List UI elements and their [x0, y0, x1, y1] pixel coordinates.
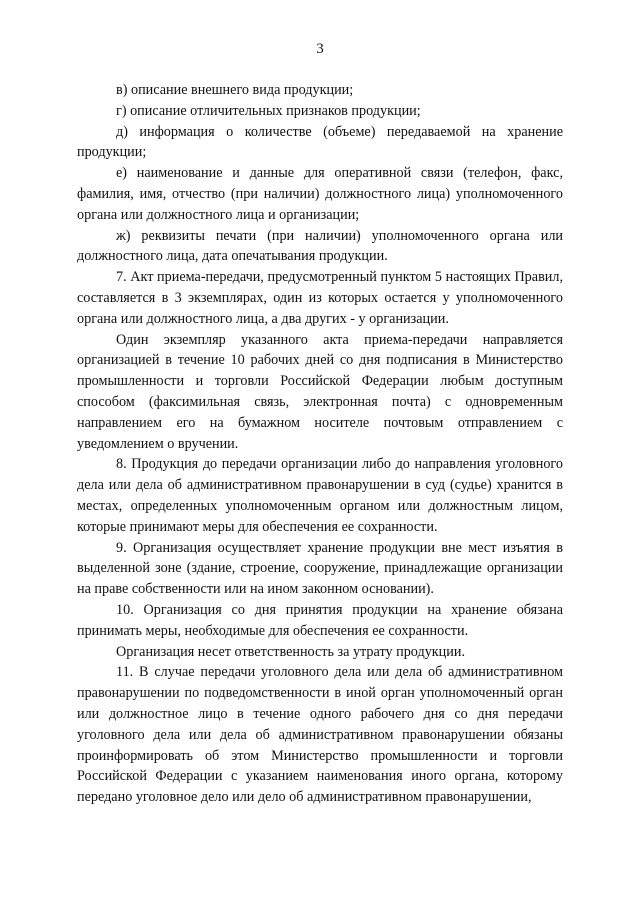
- paragraph-clause-7-copy: Один экземпляр указанного акта приема-передачи направляется организацией в течение 10 рабочих дней со дня подписания в Министерство промышленности и торговли Российской Федерации любым доступным способом (факсимильная связь, электронная почта) с одновременным направлением его на бумажном носителе почтовым отправлением с уведомлением о вручении.: [77, 331, 563, 452]
- paragraph-clause-9: 9. Организация осуществляет хранение продукции вне мест изъятия в выделенной зоне (здание, строение, сооружение, принадлежащие организации на праве собственности или на ином законном основании).: [77, 539, 563, 598]
- document-body: [77, 80, 563, 808]
- paragraph-clause-10-liability: Организация несет ответственность за утрату продукции.: [116, 643, 465, 660]
- paragraph-item-zh: ж) реквизиты печати (при наличии) уполномоченного органа или должностного лица, дата опечатывания продукции.: [77, 227, 563, 265]
- paragraph-item-e: е) наименование и данные для оперативной связи (телефон, факс, фамилия, имя, отчество (при наличии) должностного лица) уполномоченного органа или должностного лица и организации;: [77, 165, 563, 223]
- paragraph-item-d: д) информация о количестве (объеме) передаваемой на хранение продукции;: [77, 123, 563, 161]
- paragraph-clause-7: 7. Акт приема-передачи, предусмотренный пунктом 5 настоящих Правил, составляется в 3 экземплярах, один из которых остается у уполномоченного органа или должностного лица, а два других - у организации.: [77, 269, 563, 327]
- paragraph-clause-11: 11. В случае передачи уголовного дела или дела об административном правонарушении по подведомственности в иной орган уполномоченный орган или должностное лицо в течение одного рабочего дня со дня передачи уголовного дела или дела об административном правонарушении обязаны проинформировать об этом Министерство промышленности и торговли Российской Федерации с указанием наименования иного органа, которому передано уголовное дело или дело об административном правонарушении,: [77, 664, 563, 806]
- paragraph-clause-10: 10. Организация со дня принятия продукции на хранение обязана принимать меры, необходимые для обеспечения ее сохранности.: [77, 601, 563, 639]
- paragraph-item-g: г) описание отличительных признаков продукции;: [116, 102, 421, 119]
- page-number: 3: [316, 41, 324, 57]
- paragraph-item-v: в) описание внешнего вида продукции;: [116, 82, 354, 98]
- paragraph-clause-8: 8. Продукция до передачи организации либо до направления уголовного дела или дела об административном правонарушении в суд (судье) хранится в местах, определенных уполномоченным органом или должностным лицом, которые принимают меры для обеспечения ее сохранности.: [77, 456, 563, 535]
